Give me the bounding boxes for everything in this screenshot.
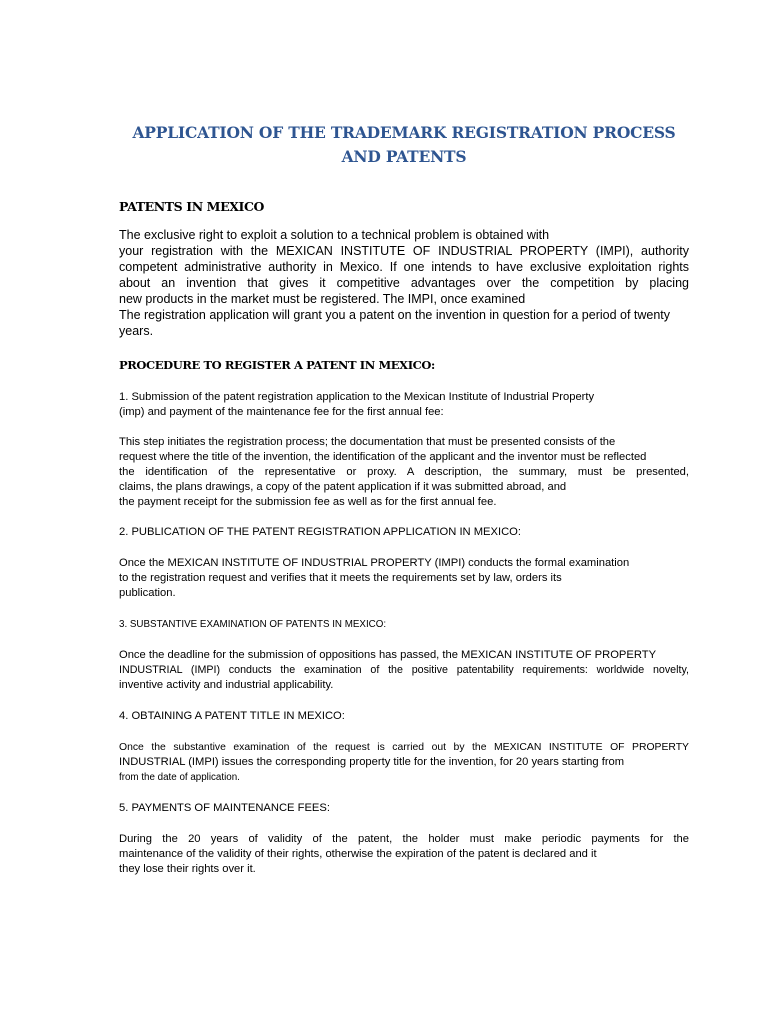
- step-3-heading-text: 3. SUBSTANTIVE EXAMINATION OF PATENTS IN MEXICO:: [119, 619, 387, 630]
- paragraph-line: The exclusive right to exploit a solution to a technical problem is obtained with: [119, 228, 550, 242]
- step-3-body: [119, 648, 689, 693]
- step-2-heading-text: 2. PUBLICATION OF THE PATENT REGISTRATION APPLICATION IN MEXICO:: [119, 526, 521, 538]
- paragraph-line: maintenance of the validity of their rights, otherwise the expiration of the patent is declared and it: [119, 848, 597, 860]
- paragraph-line: This step initiates the registration process; the documentation that must be presented consists of the: [119, 436, 616, 448]
- step-5-heading: [119, 801, 689, 816]
- paragraph-line: request where the title of the invention, the identification of the applicant and the inventor must be reflected: [119, 451, 647, 463]
- step-4-body: [119, 740, 689, 785]
- section-heading-patents-in-mexico: PATENTS IN MEXICO: [119, 199, 265, 214]
- title-line-1: APPLICATION OF THE TRADEMARK REGISTRATION PROCESS: [132, 123, 676, 142]
- paragraph-line: (imp) and payment of the maintenance fee for the first annual fee:: [119, 406, 444, 418]
- paragraph-line: claims, the plans drawings, a copy of the patent application if it was submitted abroad, and: [119, 481, 567, 493]
- paragraph-line: new products in the market must be registered. The IMPI, once examined: [119, 292, 526, 306]
- paragraph-line: INDUSTRIAL (IMPI) conducts the examination of the positive patentability requirements: worldwide novelty,: [119, 664, 689, 676]
- paragraph-line: INDUSTRIAL (IMPI) issues the corresponding property title for the invention, for 20 years starting from: [119, 756, 625, 768]
- title-line-2: AND PATENTS: [341, 147, 467, 166]
- intro-paragraph: [119, 227, 689, 339]
- step-4-heading: [119, 709, 689, 724]
- paragraph-line: Once the MEXICAN INSTITUTE OF INDUSTRIAL PROPERTY (IMPI) conducts the formal examination: [119, 557, 630, 569]
- paragraph-line: competent administrative authority in Mexico. If one intends to have exclusive exploitation rights: [119, 260, 689, 274]
- step-3-heading: [119, 617, 689, 632]
- paragraph-line: 1. Submission of the patent registration application to the Mexican Institute of Industrial Property: [119, 391, 595, 403]
- paragraph-line: they lose their rights over it.: [119, 863, 256, 875]
- section-heading-procedure: PROCEDURE TO REGISTER A PATENT IN MEXICO:: [119, 358, 435, 372]
- document-title: [109, 121, 699, 169]
- paragraph-line: about an invention that gives it competitive advantages over the competition by placing: [119, 276, 689, 290]
- paragraph-line: from the date of application.: [119, 772, 240, 783]
- paragraph-line: years.: [119, 324, 154, 338]
- step-5-body: [119, 832, 689, 877]
- paragraph-line: Once the deadline for the submission of oppositions has passed, the MEXICAN INSTITUTE OF PROPERTY: [119, 649, 657, 661]
- step-1-heading: [119, 390, 689, 420]
- paragraph-line: Once the substantive examination of the request is carried out by the MEXICAN INSTITUTE OF PROPERTY: [119, 742, 689, 753]
- paragraph-line: the identification of the representative or proxy. A description, the summary, must be presented,: [119, 466, 689, 478]
- paragraph-line: to the registration request and verifies that it meets the requirements set by law, orders its: [119, 572, 562, 584]
- step-2-heading: [119, 525, 689, 540]
- paragraph-line: inventive activity and industrial applicability.: [119, 679, 334, 691]
- step-1-body: [119, 435, 689, 510]
- paragraph-line: your registration with the MEXICAN INSTITUTE OF INDUSTRIAL PROPERTY (IMPI), authority: [119, 244, 689, 258]
- paragraph-line: During the 20 years of validity of the patent, the holder must make periodic payments for the: [119, 833, 689, 845]
- step-4-heading-text: 4. OBTAINING A PATENT TITLE IN MEXICO:: [119, 710, 345, 722]
- paragraph-line: the payment receipt for the submission fee as well as for the first annual fee.: [119, 496, 497, 508]
- paragraph-line: The registration application will grant you a patent on the invention in question for a period of twenty: [119, 308, 671, 322]
- paragraph-line: publication.: [119, 587, 176, 599]
- step-5-heading-text: 5. PAYMENTS OF MAINTENANCE FEES:: [119, 802, 330, 814]
- step-2-body: [119, 556, 689, 601]
